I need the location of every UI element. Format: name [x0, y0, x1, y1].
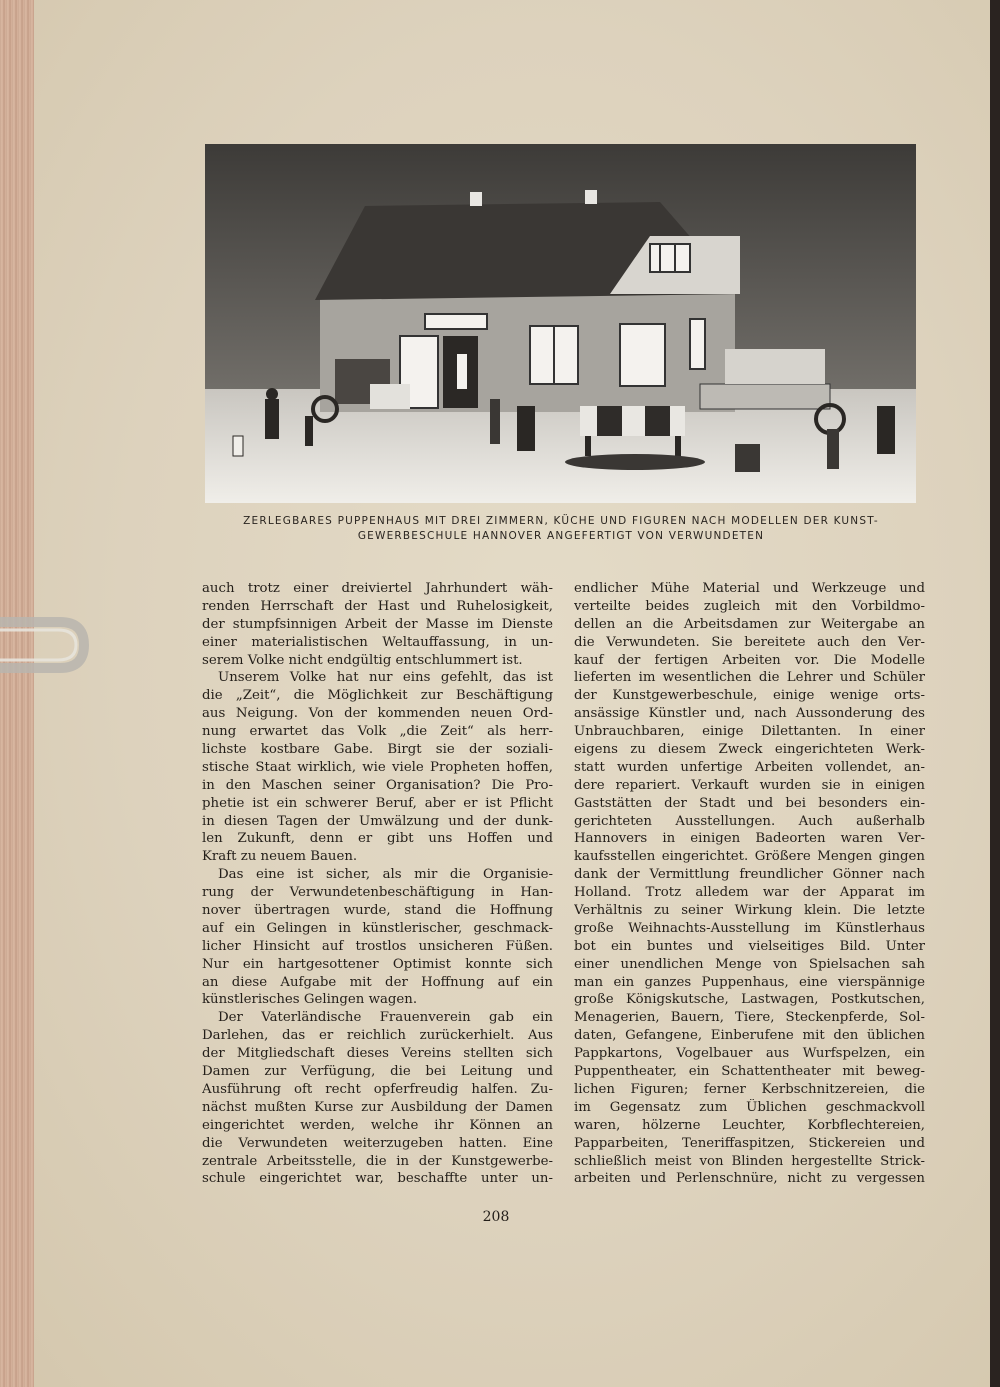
text-line: serem Volke nicht endgültig entschlummert ist. [202, 652, 523, 668]
text-line: stische Staat wirklich, wie viele Propheten hoffen, [202, 759, 553, 775]
dollhouse-photograph [205, 144, 916, 503]
text-line: daten, Gefangene, Einberufene mit den üblichen [574, 1028, 925, 1044]
text-line: verteilte beides zugleich mit den Vorbildmo- [574, 598, 925, 614]
text-line: len Zukunft, denn er gibt uns Hoffen und [202, 831, 553, 847]
text-line: waren, hölzerne Leuchter, Korbflechtereien, [574, 1117, 925, 1133]
text-line: große Königskutsche, Lastwagen, Postkutschen, [574, 992, 925, 1008]
page-edge-stack [0, 0, 34, 1387]
text-line: ansässige Künstler und, nach Aussonderung des [574, 706, 925, 722]
text-line: der stumpfsinnigen Arbeit der Masse im Dienste [202, 616, 553, 632]
text-line: auf ein Gelingen in künstlerischer, geschmack- [202, 920, 553, 936]
text-line: statt wurden unfertige Arbeiten vollendet, an- [574, 759, 925, 775]
text-line: Damen zur Verfügung, die bei Leitung und [202, 1064, 553, 1080]
text-line: lichen Figuren; ferner Kerbschnitzereien, die [574, 1081, 925, 1097]
text-line: große Weihnachts-Ausstellung im Künstlerhaus [574, 920, 925, 936]
text-line: künstlerisches Gelingen wagen. [202, 992, 418, 1008]
page-number: 208 [482, 1209, 510, 1225]
text-line: Pappkartons, Vogelbauer aus Wurfspelzen, ein [574, 1046, 925, 1062]
text-line: renden Herrschaft der Hast und Ruhelosigkeit, [202, 598, 553, 614]
text-line: bot ein buntes und vielseitiges Bild. Unter [574, 938, 925, 954]
caption-line-2: GEWERBESCHULE HANNOVER ANGEFERTIGT VON VERWUNDETEN [357, 530, 765, 542]
text-line: die Verwundeten. Sie bereitete auch den Ver- [574, 634, 925, 650]
text-line: Unbrauchbaren, einige Dilettanten. In einer [574, 724, 925, 740]
text-line: der Mitgliedschaft dieses Vereins stellten sich [202, 1046, 553, 1062]
text-line: einer unendlichen Menge von Spielsachen sah [574, 956, 925, 972]
text-line: Unserem Volke hat nur eins gefehlt, das ist [218, 670, 553, 686]
text-line: schule eingerichtet war, beschaffte unter un- [202, 1171, 553, 1187]
caption-line-1: ZERLEGBARES PUPPENHAUS MIT DREI ZIMMERN, KÜCHE UND FIGUREN NACH MODELLEN DER KUNST- [243, 515, 879, 527]
text-line: dank der Vermittlung freundlicher Gönner nach [574, 867, 925, 883]
text-line: einer materialistischen Weltauffassung, in un- [202, 634, 553, 650]
text-line: rung der Verwundetenbeschäftigung in Han- [202, 885, 553, 901]
right-text-column [574, 580, 925, 1188]
text-line: Holland. Trotz alledem war der Apparat im [574, 885, 925, 901]
text-line: dellen an die Arbeitsdamen zur Weitergabe an [574, 616, 925, 632]
text-line: eingerichtet werden, welche ihr Können an [202, 1117, 553, 1133]
text-line: in diesen Tagen der Umwälzung und der dunk- [202, 813, 553, 829]
text-line: Kraft zu neuem Bauen. [202, 849, 358, 865]
text-line: Darlehen, das er reichlich zurückerhielt. Aus [202, 1028, 553, 1044]
text-line: endlicher Mühe Material und Werkzeuge und [574, 581, 925, 596]
text-line: nächst mußten Kurse zur Ausbildung der Damen [202, 1099, 553, 1115]
text-line: Ausführung oft recht opferfreudig halfen. Zu- [202, 1081, 553, 1097]
text-line: kaufsstellen eingerichtet. Größere Mengen gingen [574, 849, 925, 865]
text-line: Papparbeiten, Teneriffaspitzen, Stickereien und [574, 1135, 925, 1151]
text-line: Gaststätten der Stadt und bei besonders ein- [574, 795, 925, 811]
text-line: die „Zeit“, die Möglichkeit zur Beschäftigung [202, 688, 553, 704]
text-line: eigens zu diesem Zweck eingerichteten Werk- [574, 742, 925, 758]
text-line: zentrale Arbeitsstelle, die in der Kunstgewerbe- [202, 1153, 553, 1169]
text-line: der Kunstgewerbeschule, einige wenige orts- [574, 688, 925, 704]
text-line: Menagerien, Bauern, Tiere, Steckenpferde, Sol- [574, 1010, 925, 1026]
text-line: licher Hinsicht auf trostlos unsicheren Füßen. [202, 938, 553, 954]
text-line: Hannovers in einigen Badeorten waren Ver- [574, 831, 925, 847]
text-line: im Gegensatz zum Üblichen geschmackvoll [574, 1099, 925, 1115]
text-line: in den Maschen seiner Organisation? Die Pro- [202, 777, 553, 793]
text-line: an diese Aufgabe mit der Hoffnung auf ein [202, 974, 553, 990]
text-line: auch trotz einer dreiviertel Jahrhundert wäh- [202, 581, 553, 596]
text-line: Puppentheater, ein Schattentheater mit beweg- [574, 1064, 925, 1080]
text-line: nover übertragen wurde, stand die Hoffnung [202, 903, 553, 919]
text-line: Das eine ist sicher, als mir die Organisie- [218, 867, 553, 883]
text-line: Verhältnis zu seiner Wirkung klein. Die letzte [574, 903, 925, 919]
left-text-column [202, 580, 553, 1188]
text-line: dere repariert. Verkauft wurden sie in einigen [574, 777, 925, 793]
text-line: gerichteten Ausstellungen. Auch außerhalb [574, 813, 925, 829]
text-line: die Verwundeten weiterzugeben hatten. Eine [202, 1135, 553, 1151]
text-line: kauf der fertigen Arbeiten vor. Die Modelle [574, 652, 925, 668]
text-line: aus Neigung. Von der kommenden neuen Ord- [202, 706, 553, 722]
text-line: lieferten im wesentlichen die Lehrer und Schüler [574, 670, 925, 686]
text-line: Der Vaterländische Frauenverein gab ein [218, 1010, 553, 1026]
photo-caption [195, 514, 927, 544]
text-line: man ein ganzes Puppenhaus, eine vierspännige [574, 974, 925, 990]
text-line: lichste kostbare Gabe. Birgt sie der soziali- [202, 742, 553, 758]
text-line: nung erwartet das Volk „die Zeit“ als herr- [202, 724, 553, 740]
text-line: phetie ist ein schwerer Beruf, aber er ist Pflicht [202, 795, 553, 811]
paper-clip [0, 600, 90, 690]
text-line: schließlich meist von Blinden hergestellte Strick- [574, 1153, 925, 1169]
background-edge [990, 0, 1000, 1387]
text-line: arbeiten und Perlenschnüre, nicht zu vergessen [574, 1171, 925, 1187]
text-line: Nur ein hartgesottener Optimist konnte sich [202, 956, 553, 972]
